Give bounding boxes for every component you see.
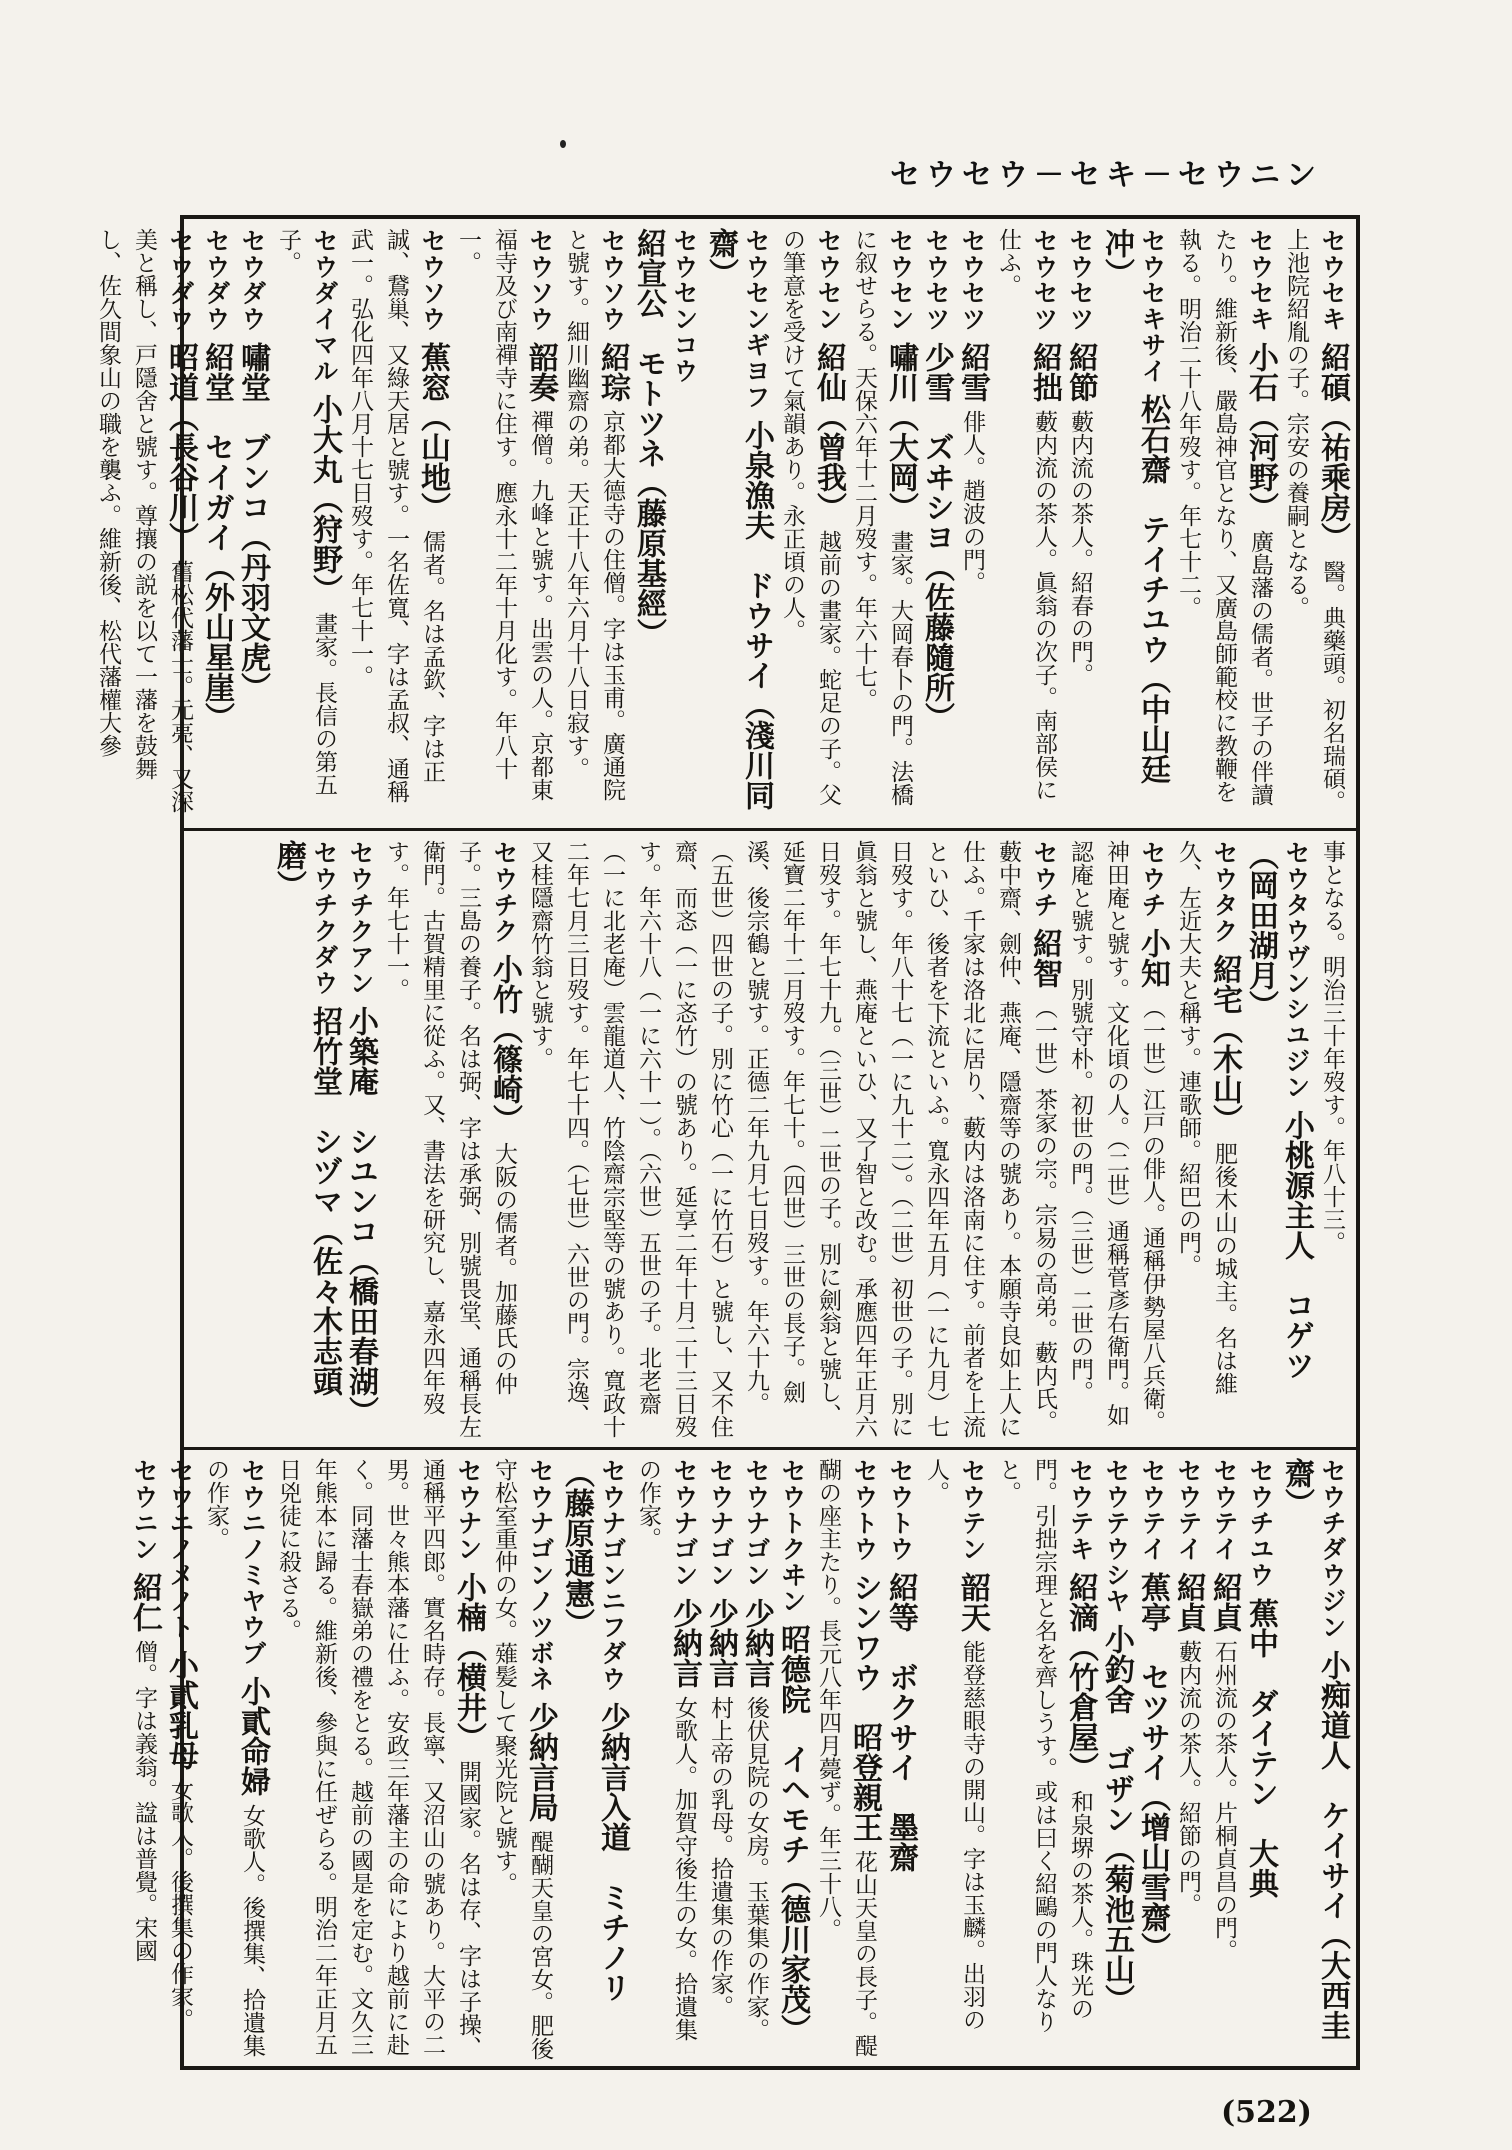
dictionary-entry xyxy=(558,1458,630,2060)
entry-description: 肥後木山の城主。名は維久、左近大夫と稱す。連歌師。紹巴の門。 xyxy=(1175,840,1237,1395)
dictionary-entry xyxy=(486,1458,558,2060)
entry-reading: セウダイマル xyxy=(310,228,339,384)
entry-reading: セウセキ xyxy=(1318,228,1347,332)
entry-headword: 少納言入道 ミチノリ（藤原通憲） xyxy=(559,1458,630,2002)
entry-reading: セウチクダウ xyxy=(310,840,339,996)
entry-headword: 小泉漁夫 ドウサイ（淺川同齋） xyxy=(703,228,774,810)
entry-description: 女歌人。後撰集の作家。 xyxy=(167,1778,193,2031)
entry-headword: 小築庵 シユンコ（橋田春湖） xyxy=(343,1006,378,1426)
dictionary-entry xyxy=(90,228,198,820)
dictionary-entry xyxy=(270,228,342,820)
entry-headword: 嘯川（大岡） xyxy=(883,342,918,522)
entry-description: 開國家。名は存、字は子操、通稱平四郎。實名時存。長寧、又沼山の號あり。大平の二男。世々熊本藩に仕ふ。安政三年藩主の命により越前に赴く。同藩士春嶽弟の禮をとる。越前の國是を定む。文久三年熊本に歸る。維新後、參與に任ぜらる。明治二年正月五日兇徒に殺さる。 xyxy=(275,1458,481,2059)
dictionary-entry xyxy=(234,228,270,820)
entry-reading: セウダウ xyxy=(166,228,195,332)
dictionary-entry xyxy=(1170,840,1242,1438)
dictionary-entry xyxy=(1242,840,1314,1438)
entry-headword: 小貳命婦 xyxy=(235,1676,270,1796)
entry-description: 醫。典藥頭。初名瑞碩。上池院紹胤の子。宗安の養嗣となる。 xyxy=(1283,228,1345,813)
dictionary-entry xyxy=(1098,228,1170,820)
entry-reading: セウチ xyxy=(1030,840,1059,918)
dictionary-entry xyxy=(990,228,1062,820)
entry-reading: セウテイ xyxy=(1138,1458,1167,1562)
entry-reading: セウチユウ xyxy=(1246,1458,1275,1588)
entry-reading: セウナゴン xyxy=(742,1458,771,1588)
dictionary-entry xyxy=(522,840,1062,1438)
entry-headword: 少納言 xyxy=(667,1598,702,1688)
entry-headword: 蕉中 ダイテン 大典 xyxy=(1243,1598,1278,1898)
entry-reading: セウセン xyxy=(886,228,915,332)
entry-headword: 小痴道人 ケイサイ（大西圭齋） xyxy=(1279,1458,1350,2040)
band-divider-2 xyxy=(180,1447,1360,1450)
entry-description: 花山天皇の長子。醍醐の座主たり。長元八年四月薨ず。年三十八。 xyxy=(815,1458,877,2057)
entry-reading: セウセツ xyxy=(1066,228,1095,332)
entry-headword: 紹貞 xyxy=(1171,1572,1206,1632)
entry-headword: 松石齋 テイチユウ（中山廷冲） xyxy=(1099,228,1170,784)
page-number: (522) xyxy=(1220,2095,1312,2130)
entry-headword: 紹等 ボクサイ 墨齋 xyxy=(883,1572,918,1872)
entry-headword: 小楠（横井） xyxy=(451,1572,486,1752)
entry-reading: セウダウ xyxy=(202,228,231,332)
entry-reading: セウセンギヨフ xyxy=(742,228,771,410)
entry-description: 畫家。大岡春卜の門。法橋に叙せらる。天保六年十二月歿す。年六十七。 xyxy=(851,228,913,806)
entry-description: 藪内流の茶人。紹節の門。 xyxy=(1175,1640,1201,1916)
entry-headword: 紹堂 セイガイ（外山星崖） xyxy=(199,342,234,732)
entry-headword: 少雪 ズヰシヨ（佐藤隨所） xyxy=(919,342,954,732)
dictionary-entry xyxy=(1134,1458,1170,2060)
band-bottom xyxy=(127,1458,1350,2060)
entry-reading: セウセキサイ xyxy=(1138,228,1167,384)
entry-headword: 蕉亭 セツサイ（增山雪齋） xyxy=(1135,1572,1170,1962)
entry-description: 畫家。長信の第五子。 xyxy=(275,228,337,796)
entry-description: 醍醐天皇の宮女。肥後守松室重仲の女。薙髪して聚光院と號す。 xyxy=(491,1458,553,2060)
dictionary-entry xyxy=(738,1458,774,2060)
entry-reading: セウトクヰン xyxy=(778,1458,807,1614)
entry-reading: セウテン xyxy=(958,1458,987,1562)
entry-description: 後伏見院の女房。玉葉集の作家。 xyxy=(743,1696,769,2041)
entry-headword: 招竹堂 シヅマ（佐々木志頭磨） xyxy=(271,840,342,1396)
entry-headword: 韶天 xyxy=(955,1572,990,1632)
entry-reading: セウセキ xyxy=(1246,228,1275,332)
entry-reading: セウナゴンニフダウ xyxy=(598,1458,627,1692)
dictionary-entry xyxy=(630,228,702,820)
entry-headword: 紹滴（竹倉屋） xyxy=(1063,1572,1098,1782)
entry-headword: 紹拙 xyxy=(1027,342,1062,402)
dictionary-entry xyxy=(918,228,954,820)
entry-reading: セウチダウジン xyxy=(1318,1458,1347,1640)
dictionary-entry xyxy=(1170,228,1278,820)
entry-reading: セウタウヴンシユジン xyxy=(1282,840,1311,1100)
entry-headword: 紹碩（祐乘房） xyxy=(1315,342,1350,552)
entry-description: （一世）茶家の宗。宗易の高弟。藪内氏。藪中齋、劍仲、燕庵、隱齋等の號あり。本願寺良如上人に仕ふ。千家は洛北に居り、藪内は洛南に住す。前者を上流といひ、後者を下流といふ。寬永四年五月（一に九月）七日歿す。年八十七（一に九十二）。（二世）初世の子。別に眞翁と號し、燕庵といひ、又了智と改む。承應四年正月六日歿す。年七十九。（三世）二世の子。別に劍翁と號し、延寶二年十二月歿す。年七十。（四世）三世の長子。劍溪、後宗鶴と號す。正德二年九月七日歿す。年六十九。（五世）四世の子。別に竹心（一に竹石）と號し、又不住齋、而忞（一に忞竹）の號あり。延享二年十月二十三日歿す。年六十八（一に六十一）。（六世）五世の子。北老齋（一に北老庵）雲龍道人、竹陰齋宗堅等の號あり。寬政十二年七月三日歿す。年七十四。（七世）六世の門。宗逸、又桂隱齋竹翁と號す。 xyxy=(527,840,1057,1438)
entry-headword: 少納言 xyxy=(703,1598,738,1688)
dictionary-entry xyxy=(846,228,918,820)
entry-reading: セウタク xyxy=(1210,840,1239,944)
entry-description: 廣島藩の儒者。世子の伴讀たり。維新後、嚴島神官となり、又廣島師範校に教鞭を執る。明治二十八年歿す。年七十二。 xyxy=(1175,228,1273,806)
entry-description: 藪内流の茶人。眞翁の次子。南部侯に仕ふ。 xyxy=(995,228,1057,801)
entry-description: （一世）江戸の俳人。通稱伊勢屋八兵衛。神田庵と號す。文化頃の人。（二世）通稱菅彥右衛門。如認庵と號す。別號守朴。初世の門。（三世）二世の門。 xyxy=(1067,840,1165,1433)
dictionary-entry xyxy=(918,1458,990,2060)
dictionary-entry xyxy=(990,1458,1098,2060)
entry-headword: 紹貞 xyxy=(1207,1572,1242,1632)
dictionary-entry xyxy=(1062,840,1170,1438)
entry-description: 事となる。明治三十年歿す。年八十三。 xyxy=(1319,840,1345,1254)
entry-headword: 紹節 xyxy=(1063,342,1098,402)
dictionary-entry xyxy=(1206,1458,1242,2060)
entry-headword: 紹琮 xyxy=(595,342,630,402)
entry-reading: セウテイ xyxy=(1174,1458,1203,1562)
dictionary-entry xyxy=(378,840,522,1438)
entry-reading: セウチクアン xyxy=(346,840,375,996)
entry-headword: 小釣舍 ゴザン（菊池五山） xyxy=(1099,1624,1134,2014)
entry-reading: セウチ xyxy=(1138,840,1167,918)
entry-reading: セウトウ xyxy=(886,1458,915,1562)
dictionary-entry xyxy=(1314,840,1350,1438)
dictionary-entry xyxy=(702,228,774,820)
band-divider-1 xyxy=(180,828,1360,831)
dictionary-entry xyxy=(162,1458,198,2060)
dictionary-entry xyxy=(774,228,846,820)
entry-description: 藪内流の茶人。紹春の門。 xyxy=(1067,410,1093,686)
entry-description: 石州流の茶人。片桐貞昌の門。 xyxy=(1211,1640,1237,1962)
dictionary-entry xyxy=(270,1458,486,2060)
entry-description: 舊松代藩士。元亮、又深美と稱し、戸隱舍と號す。尊攘の説を以て一藩を鼓舞し、佐久間象山の職を襲ふ。維新後、松代藩權大參 xyxy=(95,228,193,813)
entry-description: 禪僧。九峰と號す。出雲の人。京都東福寺及び南禪寺に住す。應永十二年十月化す。年八十一。 xyxy=(455,228,553,801)
dictionary-entry xyxy=(342,228,450,820)
entry-reading: セウトウ xyxy=(850,1458,879,1562)
entry-reading: セウチク xyxy=(490,840,519,944)
entry-description: 僧。字は義翁。諡は普覺。宋國 xyxy=(131,1640,157,1962)
entry-reading: セウセツ xyxy=(922,228,951,332)
entry-headword: 少納言局 xyxy=(523,1702,558,1822)
entry-headword: 韶奏 xyxy=(523,342,558,402)
dictionary-entry xyxy=(342,840,378,1438)
entry-headword: 小竹（篠崎） xyxy=(487,954,522,1134)
entry-headword: シンワウ 昭登親王 xyxy=(847,1572,882,1842)
entry-description: 村上帝の乳母。拾遺集の作家。 xyxy=(707,1696,733,2018)
entry-reading: セウナン xyxy=(454,1458,483,1562)
entry-headword: 昭道（長谷川） xyxy=(163,342,198,552)
entry-headword: 蕉窓（山地） xyxy=(415,342,450,522)
dictionary-entry xyxy=(1170,1458,1206,2060)
entry-reading: セウニノミヤウブ xyxy=(238,1458,267,1666)
entry-reading: セウセン xyxy=(814,228,843,332)
entry-description: 儒者。名は孟欽、字は正誠、鵞巢、又綠天居と號す。一名佐寬、字は孟叔、通稱武一。弘化四年八月十七日歿す。年七十一。 xyxy=(347,228,445,803)
entry-headword: 小大丸（狩野） xyxy=(307,394,342,604)
entry-headword: 少納言 xyxy=(739,1598,774,1688)
running-head: セウセウ－セキ－セウニン xyxy=(890,158,1322,193)
entry-reading: セウナゴン xyxy=(670,1458,699,1588)
entry-reading: セウセツ xyxy=(958,228,987,332)
dictionary-entry xyxy=(630,1458,702,2060)
entry-reading: セウソウ xyxy=(526,228,555,332)
entry-reading: セウセツ xyxy=(1030,228,1059,332)
entry-reading: セウナゴン xyxy=(706,1458,735,1588)
entry-description: 女歌人。加賀守後生の女。拾遺集の作家。 xyxy=(635,1458,697,2041)
dictionary-entry xyxy=(774,1458,810,2060)
entry-reading: セウナゴンノツボネ xyxy=(526,1458,555,1692)
dictionary-entry xyxy=(558,228,630,820)
entry-headword: 昭德院 イヘモチ（德川家茂） xyxy=(775,1624,810,2044)
entry-description: 和泉堺の茶人。珠光の門。引拙宗理と名を齊しうす。或は曰く紹鷗の門人なりと。 xyxy=(995,1458,1093,2033)
entry-reading: セウソウ xyxy=(598,228,627,332)
dictionary-entry xyxy=(126,1458,162,2060)
entry-headword: 小桃源主人 コゲツ（岡田湖月） xyxy=(1243,840,1314,1380)
entry-description: 大阪の儒者。加藤氏の仲子。三島の養子。名は弼、字は承弼、別號畏堂、通稱長左衛門。古賀精里に從ふ。又、書法を研究し、嘉永四年歿す。年七十一。 xyxy=(383,840,517,1438)
dictionary-entry xyxy=(198,1458,270,2060)
ink-smudge xyxy=(560,140,566,148)
entry-headword: 嘯堂 ブンコ（丹羽文虎） xyxy=(235,342,270,702)
band-middle xyxy=(190,840,1350,1438)
band-top xyxy=(95,228,1350,820)
entry-reading: セウテイ xyxy=(1210,1458,1239,1562)
entry-headword: 小知 xyxy=(1135,928,1170,988)
entry-headword: 紹宣公 モトツネ（藤原基經） xyxy=(631,228,666,648)
entry-headword: 紹智 xyxy=(1027,928,1062,988)
entry-reading: セウテウシヤ xyxy=(1102,1458,1131,1614)
entry-headword: 紹仙（曾我） xyxy=(811,342,846,522)
entry-description: 越前の畫家。蛇足の子。父の筆意を受けて氣韻あり。永正頃の人。 xyxy=(779,228,841,806)
dictionary-entry xyxy=(810,1458,882,2060)
dictionary-entry xyxy=(1062,228,1098,820)
dictionary-entry xyxy=(954,228,990,820)
entry-reading: セウテキ xyxy=(1066,1458,1095,1562)
dictionary-entry xyxy=(1242,1458,1278,2060)
entry-headword: 小石（河野） xyxy=(1243,342,1278,522)
entry-description: 能登慈眼寺の開山。字は玉麟。出羽の人。 xyxy=(923,1458,985,2031)
entry-reading: セウニン xyxy=(130,1458,159,1562)
entry-reading: セウソウ xyxy=(418,228,447,332)
dictionary-entry xyxy=(198,228,234,820)
dictionary-entry xyxy=(1278,1458,1350,2060)
entry-reading: セウダウ xyxy=(238,228,267,332)
entry-headword: 紹雪 xyxy=(955,342,990,402)
entry-description: 女歌人。後撰集、拾遺集の作家。 xyxy=(203,1458,265,2057)
dictionary-entry xyxy=(270,840,342,1438)
dictionary-entry xyxy=(1278,228,1350,820)
dictionary-entry xyxy=(702,1458,738,2060)
entry-headword: 小貳乳母 xyxy=(163,1650,198,1770)
entry-headword: 紹仁 xyxy=(127,1572,162,1632)
dictionary-entry xyxy=(450,228,558,820)
entry-description: 京都大德寺の住僧。字は玉甫。廣通院と號す。細川幽齋の弟。天正十八年六月十八日寂す。 xyxy=(563,228,625,801)
entry-description: 俳人。趙波の門。 xyxy=(959,410,985,594)
entry-headword: 紹宅（木山） xyxy=(1207,954,1242,1134)
dictionary-entry xyxy=(882,1458,918,2060)
entry-reading: セウセンコウ xyxy=(670,228,699,384)
dictionary-entry xyxy=(1098,1458,1134,2060)
entry-reading: セウニノメノト xyxy=(166,1458,195,1640)
